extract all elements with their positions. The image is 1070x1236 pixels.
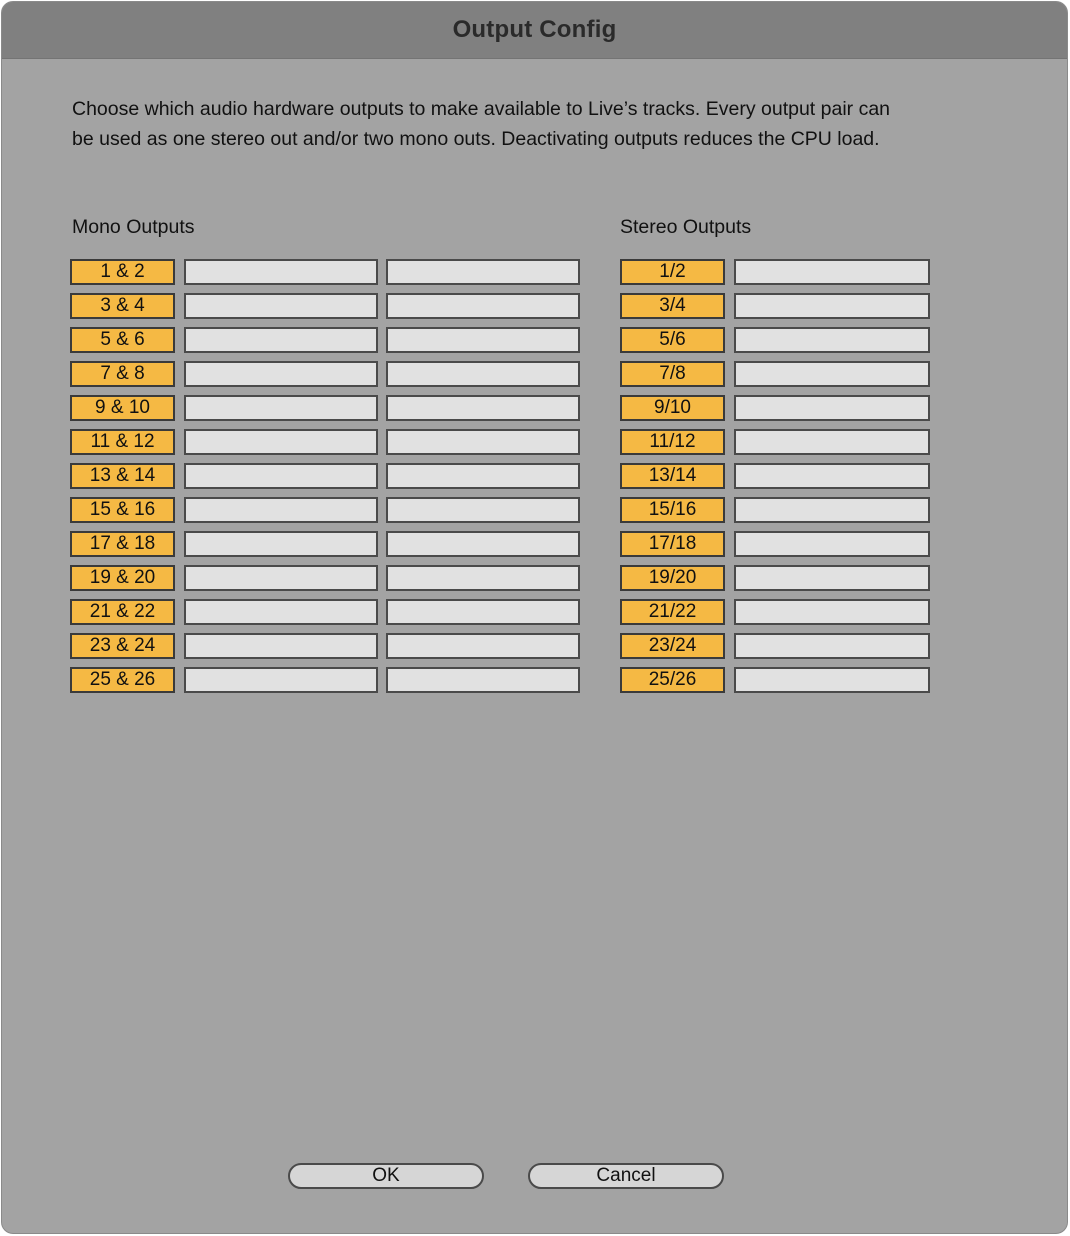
mono-output-name-field[interactable]	[184, 327, 378, 353]
stereo-output-row	[620, 531, 932, 557]
mono-output-name-field[interactable]	[184, 565, 378, 591]
dialog-title: Output Config	[452, 16, 617, 43]
stereo-output-row	[620, 327, 932, 353]
mono-output-name-field[interactable]	[386, 429, 580, 455]
stereo-output-toggle[interactable]: 11/12	[620, 429, 725, 455]
stereo-output-name-field[interactable]	[734, 531, 930, 557]
stereo-output-row	[620, 361, 932, 387]
stereo-output-name-field[interactable]	[734, 463, 930, 489]
mono-output-name-field[interactable]	[184, 497, 378, 523]
stereo-outputs-grid	[620, 259, 932, 701]
stereo-output-name-field[interactable]	[734, 327, 930, 353]
mono-output-row	[70, 565, 582, 591]
stereo-output-toggle[interactable]: 9/10	[620, 395, 725, 421]
mono-output-row	[70, 599, 582, 625]
mono-output-row	[70, 633, 582, 659]
stereo-output-name-field[interactable]	[734, 497, 930, 523]
mono-output-row	[70, 463, 582, 489]
stereo-output-toggle[interactable]: 21/22	[620, 599, 725, 625]
mono-output-toggle[interactable]: 9 & 10	[70, 395, 175, 421]
mono-output-toggle[interactable]: 15 & 16	[70, 497, 175, 523]
stereo-output-name-field[interactable]	[734, 259, 930, 285]
mono-output-name-field[interactable]	[184, 633, 378, 659]
stereo-output-name-field[interactable]	[734, 633, 930, 659]
mono-output-name-field[interactable]	[386, 497, 580, 523]
mono-output-toggle[interactable]: 17 & 18	[70, 531, 175, 557]
mono-output-row	[70, 361, 582, 387]
stereo-output-toggle[interactable]: 15/16	[620, 497, 725, 523]
stereo-output-row	[620, 429, 932, 455]
mono-output-row	[70, 429, 582, 455]
mono-output-name-field[interactable]	[386, 327, 580, 353]
stereo-output-name-field[interactable]	[734, 667, 930, 693]
cancel-button[interactable]: Cancel	[528, 1163, 724, 1189]
mono-output-row	[70, 667, 582, 693]
mono-output-name-field[interactable]	[386, 259, 580, 285]
description-text: Choose which audio hardware outputs to make available to Live’s tracks. Every output pair can be used as one stereo out and/or two mono outs. Deactivating outputs reduces the CPU load.	[72, 98, 891, 150]
stereo-output-toggle[interactable]: 1/2	[620, 259, 725, 285]
stereo-output-row	[620, 565, 932, 591]
mono-output-row	[70, 327, 582, 353]
stereo-output-name-field[interactable]	[734, 565, 930, 591]
mono-output-name-field[interactable]	[184, 463, 378, 489]
mono-output-name-field[interactable]	[386, 565, 580, 591]
mono-output-row	[70, 259, 582, 285]
stereo-output-toggle[interactable]: 5/6	[620, 327, 725, 353]
stereo-output-toggle[interactable]: 17/18	[620, 531, 725, 557]
mono-output-row	[70, 293, 582, 319]
stereo-output-toggle[interactable]: 7/8	[620, 361, 725, 387]
stereo-output-name-field[interactable]	[734, 429, 930, 455]
mono-output-toggle[interactable]: 7 & 8	[70, 361, 175, 387]
mono-output-name-field[interactable]	[386, 395, 580, 421]
mono-output-row	[70, 497, 582, 523]
mono-outputs-label: Mono Outputs	[72, 216, 195, 238]
mono-output-name-field[interactable]	[386, 463, 580, 489]
stereo-outputs-label: Stereo Outputs	[620, 216, 752, 238]
mono-output-toggle[interactable]: 13 & 14	[70, 463, 175, 489]
mono-output-name-field[interactable]	[386, 293, 580, 319]
mono-output-toggle[interactable]: 25 & 26	[70, 667, 175, 693]
mono-output-name-field[interactable]	[184, 429, 378, 455]
mono-output-name-field[interactable]	[184, 667, 378, 693]
stereo-output-toggle[interactable]: 23/24	[620, 633, 725, 659]
mono-output-toggle[interactable]: 1 & 2	[70, 259, 175, 285]
stereo-output-name-field[interactable]	[734, 293, 930, 319]
stereo-output-toggle[interactable]: 3/4	[620, 293, 725, 319]
stereo-output-row	[620, 599, 932, 625]
mono-output-name-field[interactable]	[386, 361, 580, 387]
stereo-output-toggle[interactable]: 19/20	[620, 565, 725, 591]
mono-outputs-grid	[70, 259, 582, 701]
stereo-output-row	[620, 667, 932, 693]
mono-output-toggle[interactable]: 23 & 24	[70, 633, 175, 659]
mono-output-name-field[interactable]	[184, 531, 378, 557]
stereo-output-name-field[interactable]	[734, 599, 930, 625]
mono-output-toggle[interactable]: 21 & 22	[70, 599, 175, 625]
mono-output-toggle[interactable]: 19 & 20	[70, 565, 175, 591]
mono-output-name-field[interactable]	[386, 667, 580, 693]
stereo-output-name-field[interactable]	[734, 395, 930, 421]
stereo-output-row	[620, 463, 932, 489]
stereo-output-toggle[interactable]: 13/14	[620, 463, 725, 489]
mono-output-row	[70, 395, 582, 421]
ok-button[interactable]: OK	[288, 1163, 484, 1189]
stereo-output-row	[620, 395, 932, 421]
mono-output-name-field[interactable]	[184, 293, 378, 319]
mono-output-name-field[interactable]	[184, 599, 378, 625]
mono-output-toggle[interactable]: 3 & 4	[70, 293, 175, 319]
mono-output-row	[70, 531, 582, 557]
stereo-output-row	[620, 633, 932, 659]
stereo-output-row	[620, 293, 932, 319]
output-config-dialog	[1, 1, 1068, 1234]
mono-output-name-field[interactable]	[386, 599, 580, 625]
mono-output-name-field[interactable]	[184, 395, 378, 421]
mono-output-name-field[interactable]	[386, 633, 580, 659]
stereo-output-row	[620, 259, 932, 285]
mono-output-name-field[interactable]	[184, 361, 378, 387]
mono-output-name-field[interactable]	[184, 259, 378, 285]
stereo-output-name-field[interactable]	[734, 361, 930, 387]
title-bar	[2, 2, 1067, 59]
stereo-output-row	[620, 497, 932, 523]
mono-output-name-field[interactable]	[386, 531, 580, 557]
stereo-output-toggle[interactable]: 25/26	[620, 667, 725, 693]
mono-output-toggle[interactable]: 11 & 12	[70, 429, 175, 455]
mono-output-toggle[interactable]: 5 & 6	[70, 327, 175, 353]
